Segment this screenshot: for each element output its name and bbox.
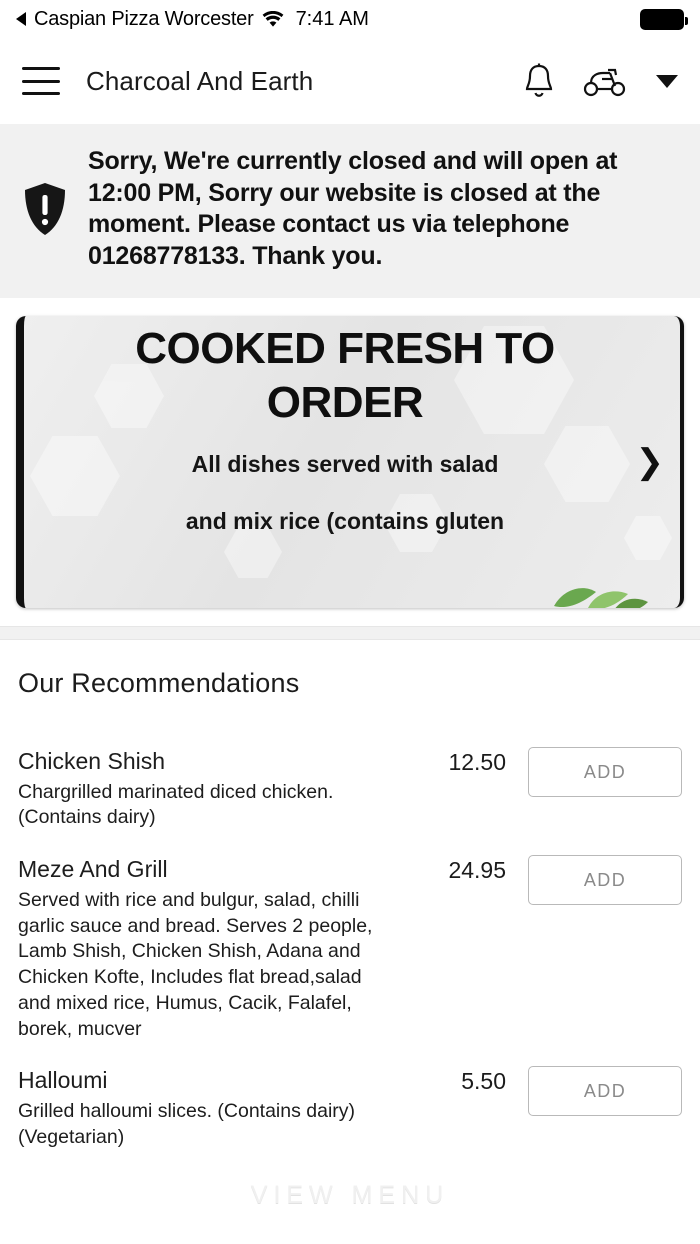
- section-divider: [0, 626, 700, 640]
- status-bar-left: [16, 8, 369, 31]
- notification-bell-icon[interactable]: [522, 62, 556, 100]
- delivery-scooter-icon[interactable]: [582, 65, 628, 97]
- back-triangle-icon[interactable]: [16, 12, 26, 26]
- list-item[interactable]: [18, 733, 682, 841]
- item-price: 12.50: [448, 749, 506, 775]
- banner-line-1: All dishes served with salad: [191, 451, 499, 478]
- view-menu-watermark[interactable]: VIEW MENU: [250, 1181, 450, 1209]
- item-name: Meze And Grill: [18, 856, 168, 883]
- item-name: Halloumi: [18, 1067, 108, 1094]
- recommendations-section: [0, 640, 700, 1244]
- item-price: 24.95: [448, 857, 506, 884]
- chevron-down-icon[interactable]: [656, 75, 678, 88]
- item-name: Chicken Shish: [18, 748, 166, 774]
- hamburger-menu-icon[interactable]: [22, 67, 60, 95]
- shield-warning-icon: [22, 181, 68, 237]
- salad-garnish-image: [544, 562, 654, 608]
- app-bar-actions: [522, 62, 678, 100]
- carrier-label: Caspian Pizza Worcester: [34, 7, 254, 30]
- promo-carousel[interactable]: [0, 298, 700, 626]
- item-details: [18, 747, 410, 831]
- chevron-right-icon[interactable]: ❯: [635, 443, 664, 481]
- banner-headline: COOKED FRESH TO ORDER: [135, 324, 555, 427]
- banner-line-2: and mix rice (contains gluten: [185, 508, 505, 535]
- add-button[interactable]: ADD: [528, 855, 682, 905]
- item-description: Grilled halloumi slices. (Contains dairy) (Vegetarian): [18, 1100, 356, 1148]
- list-item[interactable]: [18, 841, 682, 1052]
- add-button[interactable]: ADD: [528, 747, 682, 797]
- alert-message: Sorry, We're currently closed and will open at 12:00 PM, Sorry our website is closed at the moment. Please contact us via telephone 01268778133. Thank you.: [88, 147, 618, 270]
- item-price: 5.50: [461, 1068, 506, 1095]
- battery-full-icon: [640, 9, 684, 30]
- list-item[interactable]: [18, 1052, 682, 1160]
- item-details: [18, 1066, 410, 1150]
- item-description: Served with rice and bulgur, salad, chilli garlic sauce and bread. Serves 2 people, Lamb Shish, Chicken Shish, Adana and Chicken Kofte, Includes flat bread,salad and mixed rice, Humus, Cacik, Falafel, borek, mucver: [18, 888, 373, 1040]
- recommendations-title: Our Recommendations: [18, 668, 300, 698]
- add-button[interactable]: ADD: [528, 1066, 682, 1116]
- status-clock: 7:41 AM: [295, 7, 369, 30]
- page-title: Charcoal And Earth: [86, 65, 314, 96]
- status-bar: [0, 0, 700, 38]
- closed-alert-banner: [0, 124, 700, 298]
- item-description: Chargrilled marinated diced chicken. (Contains dairy): [18, 780, 334, 829]
- promo-banner-slide[interactable]: [16, 316, 684, 608]
- status-bar-right: [640, 9, 684, 30]
- wifi-icon: [262, 11, 284, 28]
- item-details: [18, 855, 410, 1042]
- app-bar: [0, 38, 700, 124]
